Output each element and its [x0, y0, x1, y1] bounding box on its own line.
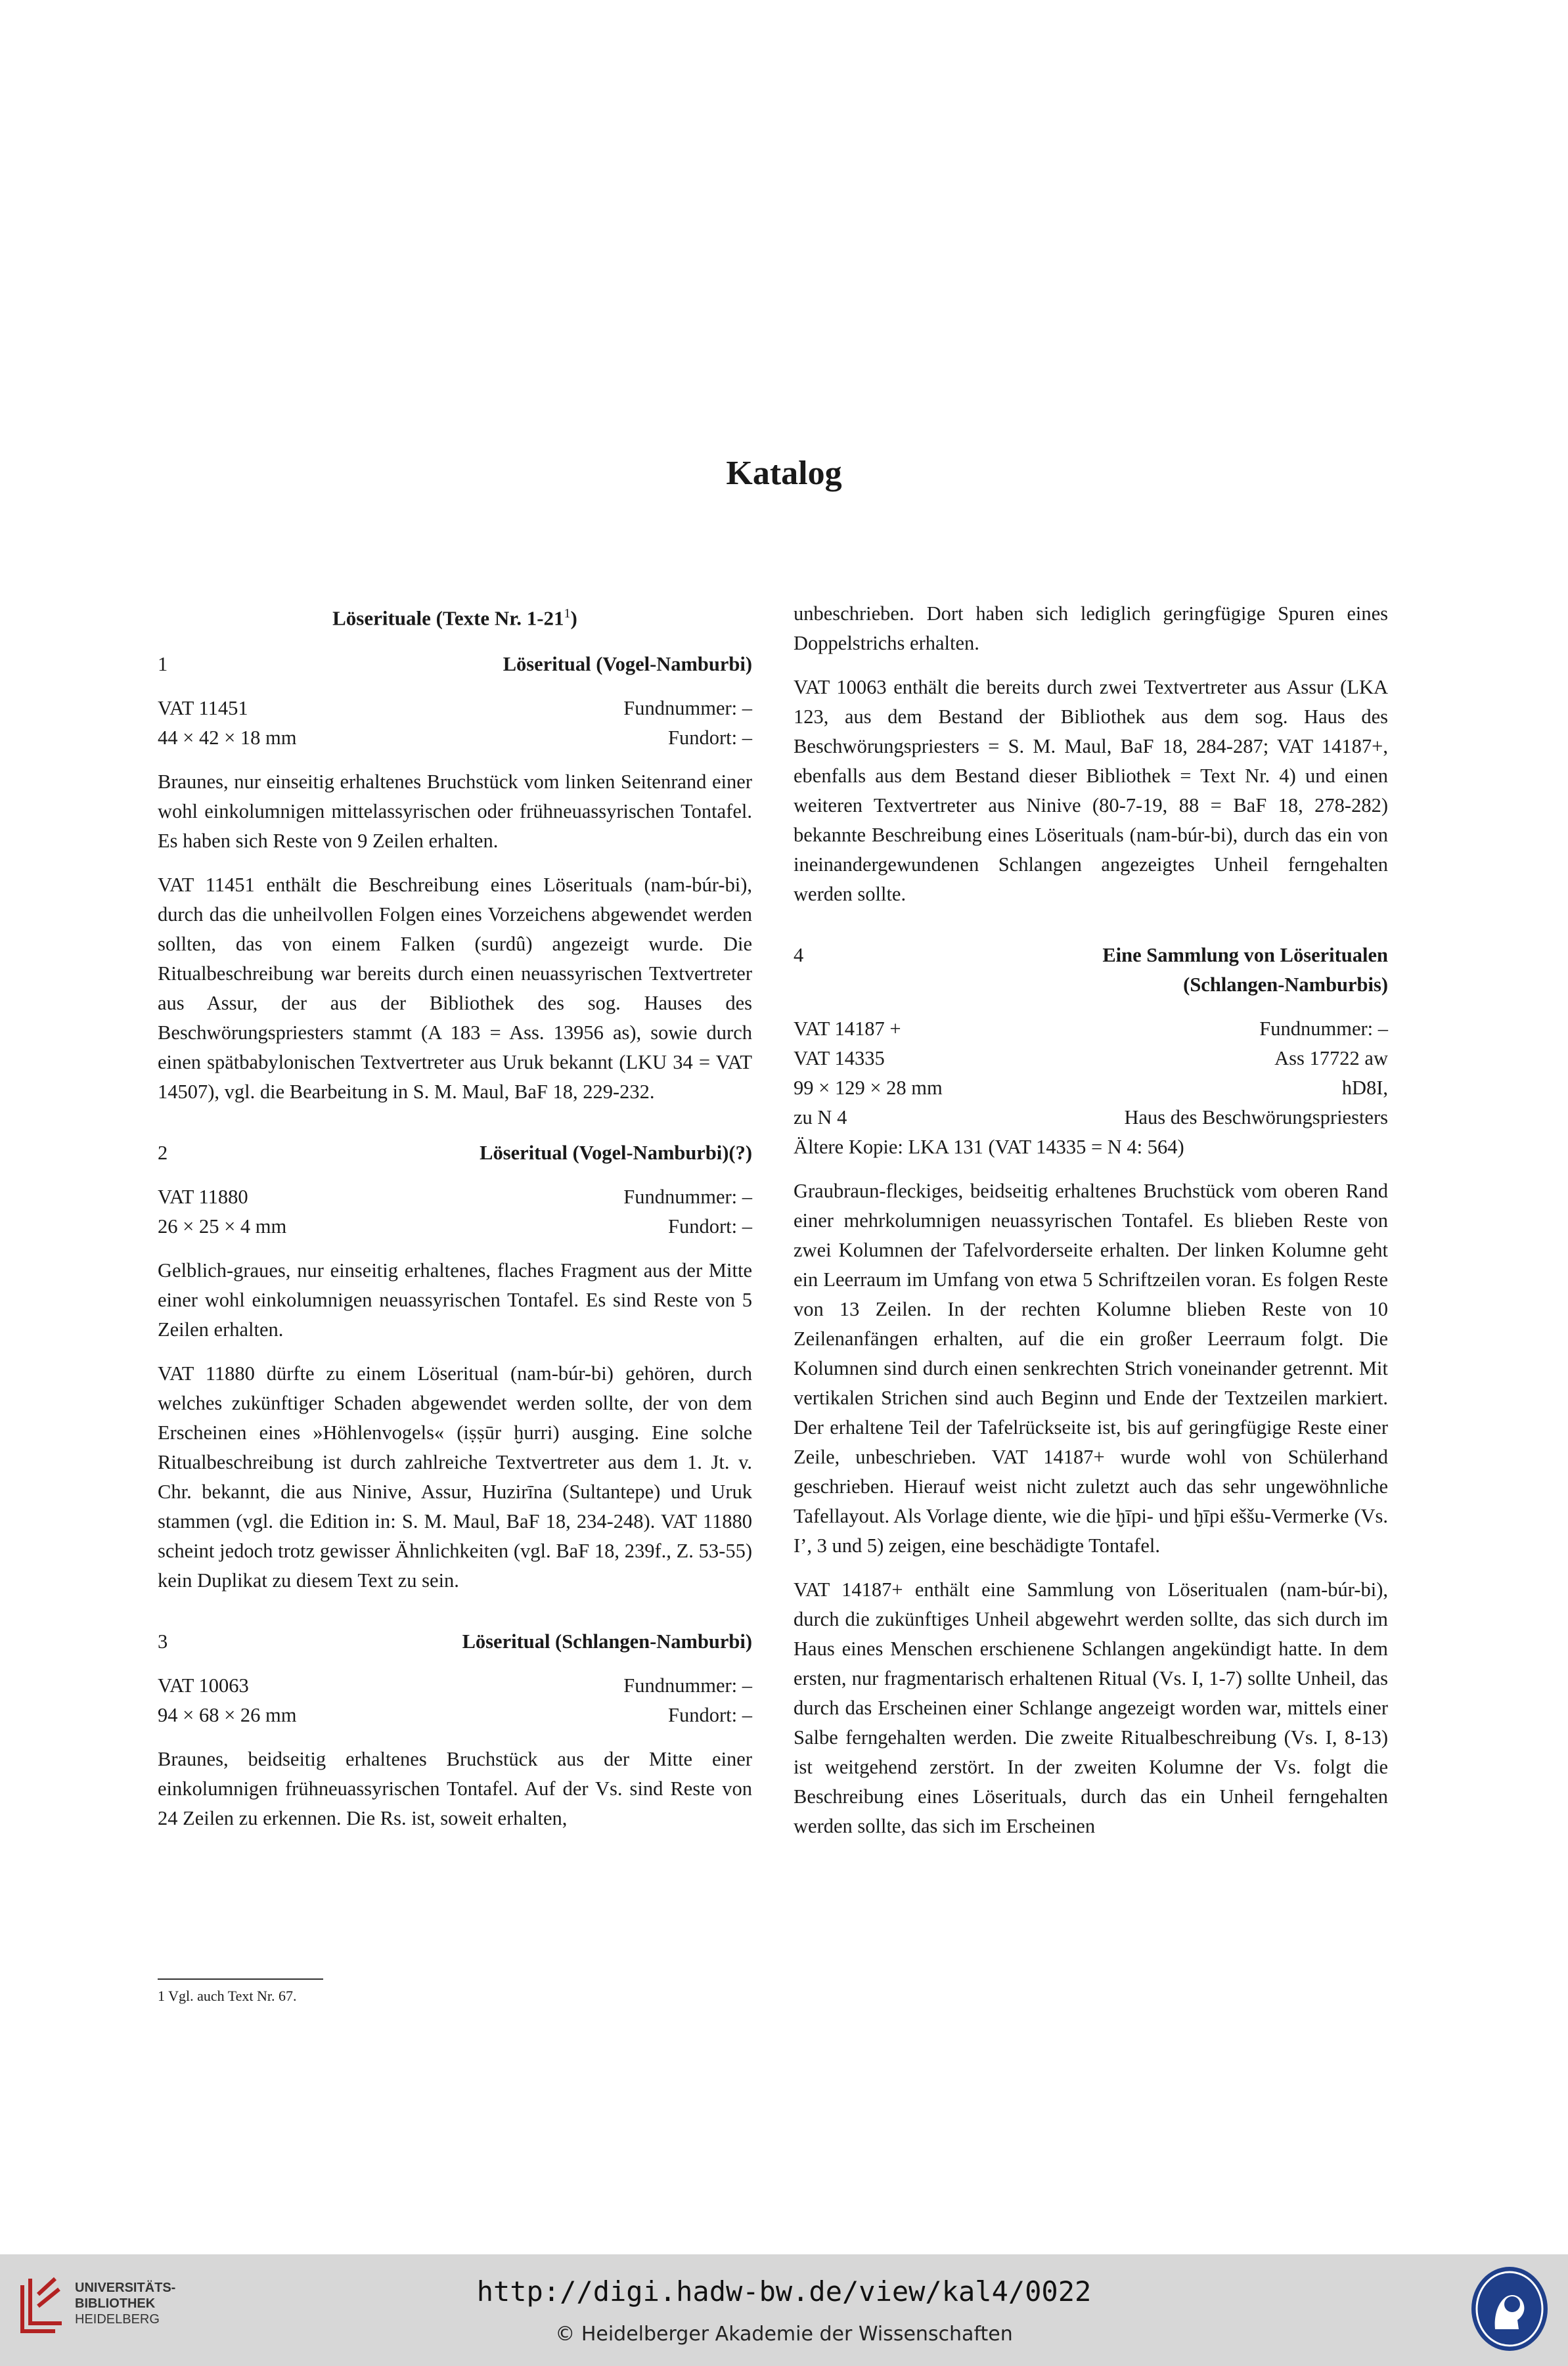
entry-number: 1 [158, 653, 168, 676]
paragraph: Graubraun-fleckiges, beidseitig erhaltenes Bruchstück vom oberen Rand einer mehrkolumnigen neuassyrischen Tontafel. Es blieben Reste von zwei Kolumnen der Tafelvorderseite erhalten. Der linken Kolumne geht ein Leerraum im Umfang von etwa 5 Schriftzeilen voran. Es folgen Reste von 13 Zeilen. In der rechten Kolumne blieben Reste von 10 Zeilenanfängen erhalten, auf die ein großer Leerraum folgt. Die Kolumnen sind durch einen senkrechten Strich voneinander getrennt. Mit vertikalen Strichen sind auch Beginn und Ende der Textzeilen markiert. Der erhaltene Teil der Tafelrückseite ist, bis auf geringfügige Reste einer Zeile, unbeschrieben. VAT 14187+ wurde wohl von Schülerhand geschrieben. Hierauf weist nicht zuletzt auch das sehr ungewöhnliche Tafellayout. Als Vorlage diente, wie die ḫīpi- und ḫīpi eššu-Vermerke (Vs. I’, 3 und 5) zeigen, eine beschädigte Tontafel. [794, 1180, 1388, 1557]
footnote-ref[interactable]: 1 [564, 606, 571, 621]
meta-right: Haus des Beschwörungspriesters [1124, 1106, 1388, 1128]
meta-row [794, 1103, 1388, 1132]
meta-right: Ass 17722 aw [1274, 1047, 1388, 1069]
meta-right: Fundnummer: – [623, 1186, 752, 1209]
entry-number: 4 [794, 944, 804, 966]
meta-row [794, 1073, 1388, 1103]
meta-left: 94 × 68 × 26 mm [158, 1704, 297, 1727]
older-copy: Ältere Kopie: LKA 131 (VAT 14335 = N 4: 564) [794, 1136, 1184, 1158]
meta-left: 26 × 25 × 4 mm [158, 1215, 287, 1238]
meta-left: VAT 14335 [794, 1047, 885, 1069]
meta-left: VAT 11880 [158, 1186, 248, 1209]
entry-meta [794, 1014, 1388, 1162]
entry-meta [158, 1182, 752, 1241]
meta-row [158, 694, 752, 723]
entry-title: Löseritual (Vogel-Namburbi)(?) [480, 1142, 752, 1165]
meta-right: Fundnummer: – [623, 1674, 752, 1697]
logo-line: HEIDELBERG [75, 2312, 160, 2327]
entry-meta [158, 694, 752, 753]
paragraph: VAT 11880 dürfte zu einem Löseritual (nam-búr-bi) gehören, durch welches zukünftiger Schaden abgewendet werden sollte, der von dem Erscheinen eines »Höhlenvogels« (iṣṣūr ḫurri) ausging. Eine solche Ritualbeschreibung ist durch zahlreiche Textvertreter aus dem 1. Jt. v. Chr. bekannt, die aus Ninive, Assur, Huzirīna (Sultantepe) und Uruk stammen (vgl. die Edition in: S. M. Maul, BaF 18, 234-248). VAT 11880 scheint jedoch trotz gewisser Ähnlichkeiten (vgl. BaF 18, 239f., Z. 53-55) kein Duplikat zu diesem Text zu sein. [158, 1362, 752, 1592]
entry-title [1102, 941, 1388, 1000]
entry-title: Löseritual (Vogel-Namburbi) [503, 653, 752, 676]
entry-meta [158, 1671, 752, 1730]
academy-seal-icon [1469, 2264, 1550, 2354]
entry-title-line: Eine Sammlung von Löseritualen [1102, 944, 1388, 966]
section-title-text: Löserituale (Texte Nr. 1-21 [332, 606, 564, 630]
meta-left: VAT 14187 + [794, 1017, 901, 1040]
entry-header [158, 1138, 752, 1168]
entry-title: Löseritual (Schlangen-Namburbi) [462, 1630, 752, 1653]
meta-left: VAT 10063 [158, 1674, 249, 1697]
meta-row [158, 1671, 752, 1701]
left-column [158, 599, 752, 1848]
paragraph: Braunes, nur einseitig erhaltenes Bruchstück vom linken Seitenrand einer wohl einkolumnigen mittelassyrischen oder frühneuassyrischen Tontafel. Es haben sich Reste von 9 Zeilen erhalten. [158, 770, 752, 853]
meta-row [158, 1212, 752, 1241]
meta-row [158, 1701, 752, 1730]
meta-left: VAT 11451 [158, 697, 248, 720]
paragraph: VAT 10063 enthält die bereits durch zwei Textvertreter aus Assur (LKA 123, aus dem Bestand der Bibliothek aus dem sog. Haus des Beschwörungspriesters = S. M. Maul, BaF 18, 284-287; VAT 14187+, ebenfalls aus dem Bestand dieser Bibliothek = Text Nr. 4) und einen weiteren Textvertreter aus Ninive (80-7-19, 88 = BaF 18, 278-282) bekannte Beschreibung eines Löserituals (nam-búr-bi), durch das ein von ineinandergewundenen Schlangen angezeigtes Unheil ferngehalten werden sollte. [794, 676, 1388, 905]
page-title: Katalog [726, 455, 842, 492]
section-title-close: ) [570, 606, 577, 630]
meta-right: hD8I, [1341, 1077, 1388, 1099]
right-column [794, 599, 1388, 1856]
entry-number: 2 [158, 1142, 168, 1165]
meta-left: 44 × 42 × 18 mm [158, 726, 297, 749]
paragraph: VAT 11451 enthält die Beschreibung eines Löserituals (nam-búr-bi), durch das die unheilvollen Folgen eines Vorzeichens abgewendet werden sollten, das von einem Falken (surdû) angezeigt wurde. Die Ritualbeschreibung war bereits durch einen neuassyrischen Textvertreter aus Assur, der aus der Bibliothek des sog. Hauses des Beschwörungspriesters stammt (A 183 = Ass. 13956 as), sowie durch einen spätbabylonischen Textvertreter aus Uruk bekannt (LKU 34 = VAT 14507), vgl. die Bearbeitung in S. M. Maul, BaF 18, 229-232. [158, 874, 752, 1104]
entry-header [158, 1627, 752, 1657]
entry-header [794, 941, 1388, 1000]
meta-right: Fundort: – [668, 1704, 752, 1727]
meta-left: 99 × 129 × 28 mm [794, 1077, 943, 1099]
entry-header [158, 650, 752, 679]
entry-title-line: (Schlangen-Namburbis) [1183, 973, 1388, 996]
entry-number: 3 [158, 1630, 168, 1653]
section-title [158, 599, 752, 633]
meta-left: zu N 4 [794, 1106, 847, 1128]
paragraph: VAT 14187+ enthält eine Sammlung von Löseritualen (nam-búr-bi), durch die zukünftiges Unheil abgewehrt werden sollte, das sich durch im Haus eines Menschen erschienene Schlangen angekündigt hatte. In dem ersten, nur fragmentarisch erhaltenen Ritual (Vs. I, 1-7) sollte Unheil, das durch das Erscheinen einer Schlange angezeigt worden war, mittels einer Salbe ferngehalten werden. Die zweite Ritualbeschreibung (Vs. I, 8-13) ist weitgehend zerstört. In der zweiten Kolumne der Vs. folgt die Beschreibung eines Löserituals, durch das ein Unheil ferngehalten werden sollte, das sich im Erscheinen [794, 1578, 1388, 1837]
paragraph: Braunes, beidseitig erhaltenes Bruchstück aus der Mitte einer einkolumnigen frühneuassyrischen Tontafel. Auf der Vs. sind Reste von 24 Zeilen zu erkennen. Die Rs. ist, soweit erhalten, [158, 1748, 752, 1830]
meta-row [794, 1044, 1388, 1073]
meta-row [158, 1182, 752, 1212]
logo-line: BIBLIOTHEK [75, 2296, 156, 2311]
meta-right: Fundnummer: – [623, 697, 752, 720]
footer-copyright: © Heidelberger Akademie der Wissenschaften [555, 2323, 1013, 2346]
meta-row [794, 1014, 1388, 1044]
meta-right: Fundort: – [668, 1215, 752, 1238]
meta-right: Fundnummer: – [1259, 1017, 1388, 1040]
footer-bar [0, 2254, 1568, 2366]
footer-url-link[interactable]: http://digi.hadw-bw.de/view/kal4/0022 [476, 2275, 1092, 2308]
logo-line: UNIVERSITÄTS- [75, 2281, 176, 2295]
meta-right: Fundort: – [668, 726, 752, 749]
paragraph: unbeschrieben. Dort haben sich lediglich geringfügige Spuren eines Doppelstrichs erhalten. [794, 602, 1388, 654]
meta-row [158, 723, 752, 753]
footnote-rule [158, 1978, 323, 1980]
footnote: 1 Vgl. auch Text Nr. 67. [158, 1988, 297, 2004]
paragraph: Gelblich-graues, nur einseitig erhaltenes, flaches Fragment aus der Mitte einer wohl einkolumnigen neuassyrischen Tontafel. Es sind Reste von 5 Zeilen erhalten. [158, 1259, 752, 1341]
